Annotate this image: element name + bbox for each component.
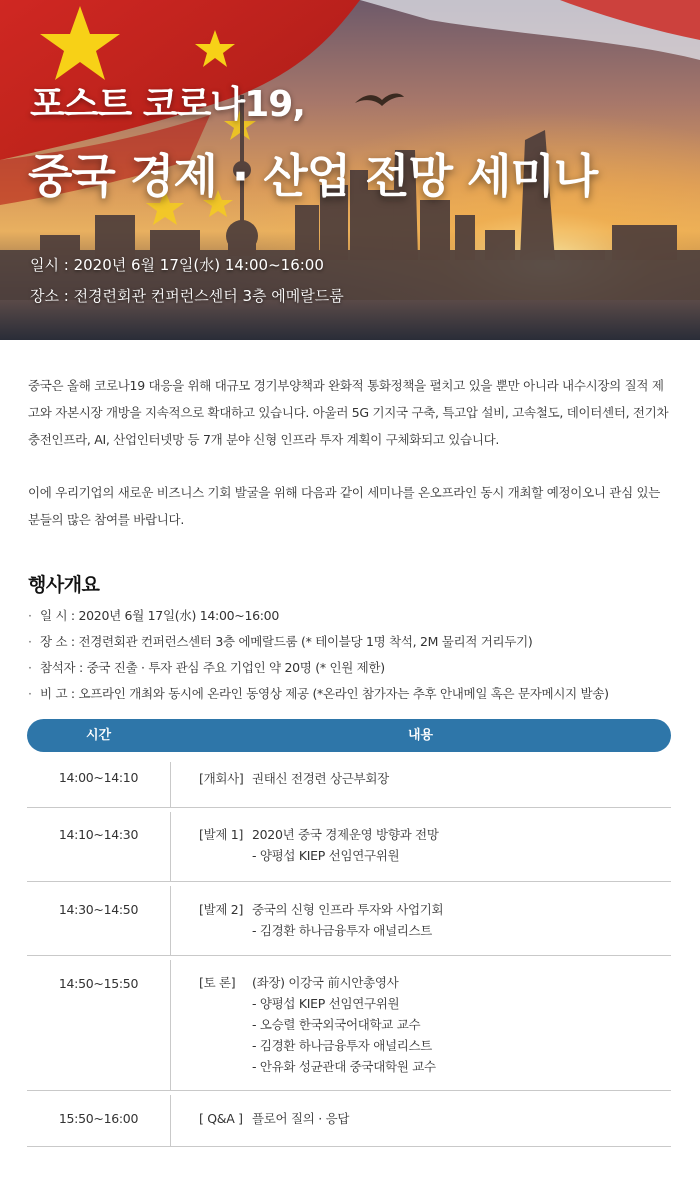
column-divider xyxy=(170,1095,171,1146)
schedule-table-header xyxy=(27,719,671,752)
overview-item-venue xyxy=(28,629,688,655)
bullet: · xyxy=(28,634,32,649)
hero-title-line1: 포스트 코로나19, xyxy=(30,84,305,125)
row-time: 14:10~14:30 xyxy=(58,827,139,842)
row-content xyxy=(199,972,436,1077)
row-main: 2020년 중국 경제운영 방향과 전망 xyxy=(252,827,439,842)
row-main: (좌장) 이강국 前시안총영사 xyxy=(252,975,399,990)
table-row xyxy=(27,882,671,956)
table-row xyxy=(27,956,671,1091)
hero-date: 일시 : 2020년 6월 17일(水) 14:00~16:00 xyxy=(30,256,324,274)
row-sub: - 양평섭 KIEP 선임연구위원 xyxy=(252,848,400,863)
row-sub: - 김경환 하나금융투자 애널리스트 xyxy=(252,1038,433,1053)
overview-item-text: 참석자 : 중국 진출 · 투자 관심 주요 기업인 약 20명 (* 인원 제한) xyxy=(40,660,385,675)
bullet: · xyxy=(28,686,32,701)
hero-venue: 장소 : 전경련회관 컨퍼런스센터 3층 에메랄드룸 xyxy=(30,287,344,305)
row-time: 14:30~14:50 xyxy=(58,902,139,917)
row-time: 15:50~16:00 xyxy=(58,1111,139,1126)
row-main: 권태신 전경련 상근부회장 xyxy=(252,771,389,786)
row-tag: [발제 1] xyxy=(199,827,244,842)
row-main: 플로어 질의 · 응답 xyxy=(252,1111,350,1126)
header-content: 내용 xyxy=(407,728,434,743)
bullet: · xyxy=(28,608,32,623)
column-divider xyxy=(170,960,171,1090)
row-content xyxy=(199,768,389,789)
overview-item-attendees xyxy=(28,655,688,681)
row-sub: - 오승렬 한국외국어대학교 교수 xyxy=(252,1017,421,1032)
table-row xyxy=(27,758,671,808)
row-main: 중국의 신형 인프라 투자와 사업기회 xyxy=(252,902,444,917)
column-divider xyxy=(170,762,171,807)
overview-item-text: 비 고 : 오프라인 개최와 동시에 온라인 동영상 제공 (*온라인 참가자는 추후 안내메일 혹은 문자메시지 발송) xyxy=(40,686,609,701)
overview-title: 행사개요 xyxy=(28,574,100,596)
row-tag: [토 론] xyxy=(199,975,236,990)
row-tag: [발제 2] xyxy=(199,902,244,917)
hero-banner xyxy=(0,0,700,340)
overview-item-text: 장 소 : 전경련회관 컨퍼런스센터 3층 에메랄드룸 (* 테이블당 1명 착석, 2M 물리적 거리두기) xyxy=(40,634,533,649)
header-time: 시간 xyxy=(85,728,112,743)
overview-item-date xyxy=(28,603,688,629)
column-divider xyxy=(170,886,171,955)
row-content xyxy=(199,824,439,866)
table-row xyxy=(27,1091,671,1147)
row-time: 14:00~14:10 xyxy=(58,770,139,785)
overview-item-remarks xyxy=(28,681,688,707)
overview-list xyxy=(28,603,688,707)
row-tag: [ Q&A ] xyxy=(199,1111,243,1126)
row-content xyxy=(199,899,443,941)
bullet: · xyxy=(28,660,32,675)
hero-title-line2: 중국 경제 · 산업 전망 세미나 xyxy=(28,149,598,203)
schedule-table-body xyxy=(27,758,671,1147)
row-content xyxy=(199,1108,349,1129)
overview-item-text: 일 시 : 2020년 6월 17일(水) 14:00~16:00 xyxy=(40,608,279,623)
row-tag: [개회사] xyxy=(199,771,244,786)
row-time: 14:50~15:50 xyxy=(58,976,139,991)
intro-paragraph-1: 중국은 올해 코로나19 대응을 위해 대규모 경기부양책과 완화적 통화정책을 펼치고 있을 뿐만 아니라 내수시장의 질적 제고와 자본시장 개방을 지속적으로 확대하고 있습니다. 아울러 5G 기지국 구축, 특고압 설비, 고속철도, 데이터센터, 전기차 충전인프라, AI, 산업인터넷망 등 7개 분야 신형 인프라 투자 계획이 구체화되고 있습니다. xyxy=(28,378,669,447)
row-sub: - 양평섭 KIEP 선임연구위원 xyxy=(252,996,400,1011)
column-divider xyxy=(170,812,171,881)
table-row xyxy=(27,808,671,882)
row-sub: - 안유화 성균관대 중국대학원 교수 xyxy=(252,1059,436,1074)
row-sub: - 김경환 하나금융투자 애널리스트 xyxy=(252,923,433,938)
intro-paragraph-2: 이에 우리기업의 새로운 비즈니스 기회 발굴을 위해 다음과 같이 세미나를 온오프라인 동시 개최할 예정이오니 관심 있는 분들의 많은 참여를 바랍니다. xyxy=(28,485,661,527)
